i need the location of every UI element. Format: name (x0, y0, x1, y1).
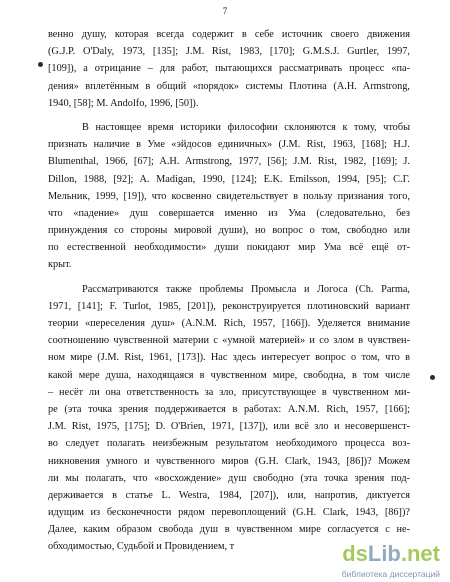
text-line: держивается в статье L. Westra, 1984, [207]), или, напротив, диктуется (48, 489, 410, 501)
text-line: соотношению чувственной материи с «умной материей» и со злом в чувствен- (48, 335, 410, 347)
paragraph-start-line: Рассматриваются также проблемы Промысла и Логоса (Ch. Parma, (82, 283, 410, 295)
text-line: принуждения со стороны мировой души), но вопрос о том, свободно или (48, 225, 410, 237)
text-line: Dillon, 1988, [92]; A. Madigan, 1990, [124]; E.K. Emilsson, 1994, [95]; С.Г. (48, 173, 410, 185)
text-line: что «падение» душ совершается именно из Ума (следовательно, без (48, 207, 410, 219)
text-line: 1940, [58]; M. Andolfo, 1996, [50]). (48, 97, 199, 109)
text-line: – несёт ли она ответственность за зло, присутствующее в чувственном ми- (48, 386, 410, 398)
text-line: Blumenthal, 1966, [67]; A.H. Armstrong, 1977, [56]; J.M. Rist, 1982, [169]; J. (48, 156, 410, 168)
watermark-brand: dsLib.net (342, 541, 440, 566)
scan-dot-mark (430, 375, 435, 380)
text-line: какой мере душа, находящаяся в чувственном мире, свободна, в том числе (48, 369, 410, 381)
text-line: J.M. Rist, 1975, [175]; D. O'Brien, 1971, [137]), или всё зло и несовершенст- (48, 421, 410, 433)
text-line: никновения умного и чувственного миров (G.H. Clark, 1943, [86])? Можем (48, 455, 410, 467)
text-line: ном мире (J.M. Rist, 1961, [173]). Нас здесь интересует вопрос о том, что в (48, 352, 410, 364)
text-line: ре (эта точка зрения поддерживается в работах: A.N.M. Rich, 1957, [166]; (48, 403, 410, 415)
page-number: 7 (222, 6, 228, 16)
text-line: во следует полагать неизбежным результатом необходимого процесса воз- (48, 438, 410, 450)
text-line: теории «переселения душ» (A.N.M. Rich, 1957, [166]). Уделяется внимание (48, 318, 410, 329)
body-text (48, 26, 410, 556)
text-line: ли мы полагать, что «восхождение» душ свободно (эта точка зрения под- (48, 472, 410, 484)
text-line: Далее, каким образом свобода душ в чувственном мире согласуется с не- (48, 524, 410, 536)
text-line: венно душу, которая всегда содержит в себе источник своего движения (48, 29, 410, 40)
text-line: Мельник, 1999, [19]), что косвенно свидетельствует в пользу признания того, (48, 190, 410, 202)
text-line: дения» вплетённым в общий «порядок» системы Плотина (A.H. Armstrong, (48, 80, 410, 92)
text-line: идущим из бесконечности рядом перевоплощений (G.H. Clark, 1943, [86])? (48, 507, 410, 519)
paragraph-start-line: В настоящее время историки философии склоняются к тому, чтобы (82, 121, 410, 133)
text-line: 1971, [141]; F. Turlot, 1985, [201]), реконструируется плотиновский вариант (48, 300, 410, 312)
text-line: [109]), а отрицание – для работ, пытающихся рассматривать процесс «па- (48, 63, 410, 75)
watermark-subtitle: библиотека диссертаций (341, 569, 440, 579)
scan-dot-mark (38, 62, 43, 67)
text-line: (G.J.P. O'Daly, 1973, [135]; J.M. Rist, 1983, [170]; G.M.S.J. Gurtler, 1997, (48, 46, 410, 58)
text-line: по естественной необходимости» души покидают мир Ума всё ещё от- (48, 242, 410, 254)
watermark-logo (328, 541, 440, 579)
text-line: обходимостью, Судьбой и Провидением, т (48, 541, 235, 553)
text-line: крыт. (48, 259, 72, 271)
text-line: признать наличие в Уме «эйдосов единичных» (J.M. Rist, 1963, [168]; H.J. (48, 139, 410, 151)
